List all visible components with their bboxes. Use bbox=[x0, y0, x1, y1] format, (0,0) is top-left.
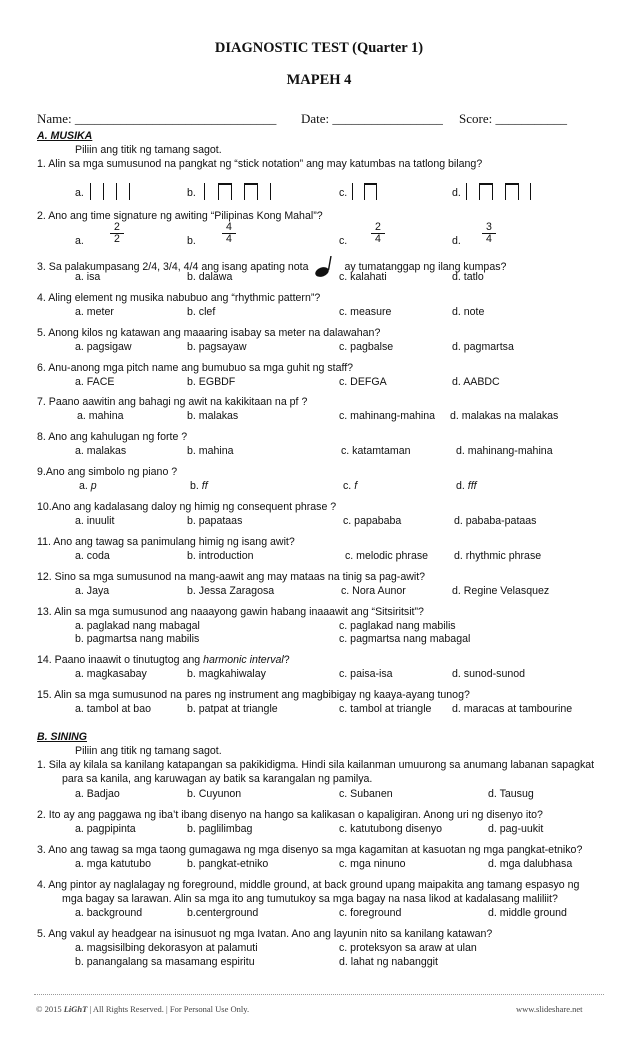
musika-q12-text: 12. Sino sa mga sumusunod na mang-aawit ang may mataas na tinig sa pag-awit? bbox=[37, 571, 426, 583]
sining-q1-option-c: c. Subanen bbox=[339, 788, 393, 800]
sining-q1-text-line2: para sa kanila, ang karuwagan ay batik sa karangalan ng pamilya. bbox=[62, 773, 373, 785]
musika-q3-option-c: c. kalahati bbox=[339, 271, 387, 283]
musika-q6-option-c: c. DEFGA bbox=[339, 376, 387, 388]
musika-q6-option-b: b. EGBDF bbox=[187, 376, 236, 388]
musika-q14-option-d: d. sunod-sunod bbox=[452, 668, 526, 680]
musika-q2-option-d: d. bbox=[452, 235, 461, 247]
section-sining-heading: B. SINING bbox=[37, 731, 88, 743]
score-field: Score: ___________ bbox=[459, 111, 567, 126]
musika-q4-option-d: d. note bbox=[452, 306, 485, 318]
time-signature-a: $\frac{2}{2}$ bbox=[110, 222, 124, 245]
sining-q1-text-line1: 1. Sila ay kilala sa kanilang katapangan sa pakikidigma. Hindi sila kailanman umuurong sa anumang labanan sapagkat bbox=[37, 759, 595, 771]
musika-q14-text: 14. Paano inaawit o tinutugtog ang harmonic interval? bbox=[37, 654, 290, 666]
musika-q4-option-a: a. meter bbox=[75, 306, 114, 318]
sining-q3-option-b: b. pangkat-etniko bbox=[187, 858, 269, 870]
sining-q4-option-d: d. middle ground bbox=[488, 907, 567, 919]
sining-q2-option-b: b. paglilimbag bbox=[187, 823, 253, 835]
musika-q5-option-b: b. pagsayaw bbox=[187, 341, 247, 353]
musika-q15-option-d: d. maracas at tambourine bbox=[452, 703, 573, 715]
sining-q3-text: 3. Ano ang tawag sa mga taong gumagawa ng mga disenyo sa mga kagamitan at kasuotan ng mga pangkat-etniko? bbox=[37, 844, 583, 856]
test-subtitle: MAPEH 4 bbox=[286, 72, 352, 88]
musika-q1-text: 1. Alin sa mga sumusunod na pangkat ng “stick notation” ang may katumbas na tatlong bilang? bbox=[37, 158, 483, 170]
musika-q5-text: 5. Anong kilos ng katawan ang maaaring isabay sa meter na dalawahan? bbox=[37, 327, 381, 339]
sining-q4-text-line2: mga bagay sa larawan. Alin sa mga ito ang tumutukoy sa mga bagay na nasa likod at kadalasang maliliit? bbox=[62, 893, 558, 905]
sining-q2-option-a: a. pagpipinta bbox=[75, 823, 136, 835]
sining-q4-option-b: b.centerground bbox=[187, 907, 259, 919]
musika-q13-option-c: c. paglakad nang mabilis bbox=[339, 620, 456, 632]
musika-q1-option-b: b. bbox=[187, 187, 196, 199]
sining-q4-option-a: a. background bbox=[75, 907, 143, 919]
musika-q11-option-a: a. coda bbox=[75, 550, 110, 562]
musika-q15-option-b: b. patpat at triangle bbox=[187, 703, 278, 715]
sining-q3-option-d: d. mga dalubhasa bbox=[488, 858, 573, 870]
stick-notation-c bbox=[352, 183, 382, 200]
musika-q4-option-b: b. clef bbox=[187, 306, 216, 318]
musika-q13-option-b: b. pagmartsa nang mabilis bbox=[75, 633, 200, 645]
musika-q6-option-d: d. AABDC bbox=[452, 376, 500, 388]
sining-q5-option-a: a. magsisilbing dekorasyon at palamuti bbox=[75, 942, 258, 954]
musika-q12-option-d: d. Regine Velasquez bbox=[452, 585, 550, 597]
musika-q2-option-a: a. bbox=[75, 235, 84, 247]
sining-q5-text: 5. Ang vakul ay headgear na isinusuot ng mga Ivatan. Ano ang layunin nito sa kanilang katawan? bbox=[37, 928, 493, 940]
musika-q1-option-d: d. bbox=[452, 187, 461, 199]
time-signature-d: $\frac{3}{4}$ bbox=[482, 222, 496, 245]
stick-notation-b bbox=[204, 183, 274, 200]
musika-q11-text: 11. Ano ang tawag sa panimulang himig ng isang awit? bbox=[37, 536, 295, 548]
musika-q5-option-d: d. pagmartsa bbox=[452, 341, 514, 353]
musika-q4-option-c: c. measure bbox=[339, 306, 392, 318]
musika-q12-option-b: b. Jessa Zaragosa bbox=[187, 585, 275, 597]
musika-q3-option-d: d. tatlo bbox=[452, 271, 484, 283]
musika-q14-option-a: a. magkasabay bbox=[75, 668, 147, 680]
musika-q11-option-b: b. introduction bbox=[187, 550, 254, 562]
musika-q2-option-b: b. bbox=[187, 235, 196, 247]
sining-q4-option-c: c. foreground bbox=[339, 907, 402, 919]
musika-q3-option-a: a. isa bbox=[75, 271, 101, 283]
stick-notation-d bbox=[466, 183, 532, 200]
musika-q8-option-b: b. mahina bbox=[187, 445, 234, 457]
name-field: Name: _______________________________ bbox=[37, 111, 277, 126]
musika-q3-text: 3. Sa palakumpasang 2/4, 3/4, 4/4 ang isang apating nota ay tumatanggap ng ilang kumpas? bbox=[37, 256, 506, 278]
musika-q7-text: 7. Paano aawitin ang bahagi ng awit na kakikitaan na pf ? bbox=[37, 396, 308, 408]
musika-q10-option-b: b. papataas bbox=[187, 515, 243, 527]
musika-q10-option-c: c. papababa bbox=[343, 515, 402, 527]
musika-q11-option-c: c. melodic phrase bbox=[345, 550, 429, 562]
time-signature-b: $\frac{4}{4}$ bbox=[222, 222, 236, 245]
musika-q9-option-b: b. ff bbox=[190, 480, 208, 492]
musika-q8-option-a: a. malakas bbox=[75, 445, 127, 457]
musika-q12-option-c: c. Nora Aunor bbox=[341, 585, 406, 597]
musika-q12-option-a: a. Jaya bbox=[75, 585, 110, 597]
musika-q8-option-d: d. mahinang-mahina bbox=[456, 445, 553, 457]
musika-q13-option-d: c. pagmartsa nang mabagal bbox=[339, 633, 471, 645]
musika-q2-option-c: c. bbox=[339, 235, 348, 247]
musika-q6-text: 6. Anu-anong mga pitch name ang bumubuo sa mga guhit ng staff? bbox=[37, 362, 354, 374]
sining-q4-text-line1: 4. Ang pintor ay naglalagay ng foreground, middle ground, at back ground upang maipakita ang tamang espasyo ng bbox=[37, 879, 580, 891]
stick-notation-a bbox=[90, 183, 138, 200]
test-title: DIAGNOSTIC TEST (Quarter 1) bbox=[214, 40, 424, 56]
musika-q7-option-b: b. malakas bbox=[187, 410, 239, 422]
footer-copyright: © 2015 LiGhT | All Rights Reserved. | For Personal Use Only. bbox=[36, 1004, 250, 1014]
musika-q4-text: 4. Aling element ng musika nabubuo ang “rhythmic pattern”? bbox=[37, 292, 321, 304]
musika-q14-option-b: b. magkahiwalay bbox=[187, 668, 266, 680]
musika-q2-text: 2. Ano ang time signature ng awiting “Pilipinas Kong Mahal”? bbox=[37, 210, 323, 222]
musika-instruction: Piliin ang titik ng tamang sagot. bbox=[75, 144, 222, 156]
musika-q1-option-a: a. bbox=[75, 187, 84, 199]
musika-q9-option-d: d. fff bbox=[456, 480, 477, 492]
musika-q6-option-a: a. FACE bbox=[75, 376, 115, 388]
sining-q5-option-d: d. lahat ng nabanggit bbox=[339, 956, 438, 968]
sining-q1-option-d: d. Tausug bbox=[488, 788, 534, 800]
musika-q15-option-a: a. tambol at bao bbox=[75, 703, 151, 715]
musika-q9-option-a: a. p bbox=[79, 480, 97, 492]
musika-q1-option-c: c. bbox=[339, 187, 348, 199]
musika-q13-text: 13. Alin sa mga sumusunod ang naaayong gawin habang inaaawit ang “Sitsiritsit”? bbox=[37, 606, 424, 618]
musika-q15-option-c: c. tambol at triangle bbox=[339, 703, 432, 715]
sining-q2-option-d: d. pag-uukit bbox=[488, 823, 544, 835]
sining-q5-option-c: c. proteksyon sa araw at ulan bbox=[339, 942, 477, 954]
musika-q14-option-c: c. paisa-isa bbox=[339, 668, 393, 680]
sining-q2-text: 2. Ito ay ang paggawa ng iba’t ibang disenyo na hango sa kalikasan o kapaligiran. Anong uri ng disenyo ito? bbox=[37, 809, 543, 821]
sining-q2-option-c: c. katutubong disenyo bbox=[339, 823, 443, 835]
footer-divider bbox=[34, 994, 604, 995]
sining-instruction: Piliin ang titik ng tamang sagot. bbox=[75, 745, 222, 757]
time-signature-c: $\frac{2}{4}$ bbox=[371, 222, 385, 245]
copyright-icon: © bbox=[36, 1004, 43, 1014]
sining-q3-option-a: a. mga katutubo bbox=[75, 858, 151, 870]
musika-q7-option-a: a. mahina bbox=[77, 410, 124, 422]
musika-q3-option-b: b. dalawa bbox=[187, 271, 233, 283]
musika-q13-option-a: a. paglakad nang mabagal bbox=[75, 620, 200, 632]
musika-q10-option-d: d. pababa-pataas bbox=[454, 515, 537, 527]
musika-q5-option-c: c. pagbalse bbox=[339, 341, 394, 353]
musika-q8-text: 8. Ano ang kahulugan ng forte ? bbox=[37, 431, 188, 443]
musika-q8-option-c: c. katamtaman bbox=[341, 445, 411, 457]
footer-site-link[interactable]: www.slideshare.net bbox=[516, 1004, 583, 1014]
musika-q10-text: 10.Ano ang kadalasang daloy ng himig ng consequent phrase ? bbox=[37, 501, 337, 513]
sining-q5-option-b: b. panangalang sa masamang espiritu bbox=[75, 956, 255, 968]
musika-q5-option-a: a. pagsigaw bbox=[75, 341, 132, 353]
musika-q7-option-c: c. mahinang-mahina bbox=[339, 410, 435, 422]
musika-q9-option-c: c. f bbox=[343, 480, 358, 492]
sining-q1-option-a: a. Badjao bbox=[75, 788, 120, 800]
musika-q10-option-a: a. inuulit bbox=[75, 515, 115, 527]
musika-q15-text: 15. Alin sa mga sumusunod na pares ng instrument ang magbibigay ng kaaya-ayang tunog? bbox=[37, 689, 470, 701]
quarter-note-icon bbox=[313, 256, 339, 278]
date-field: Date: _________________ bbox=[301, 111, 443, 126]
sining-q3-option-c: c. mga ninuno bbox=[339, 858, 406, 870]
section-musika-heading: A. MUSIKA bbox=[37, 130, 93, 142]
musika-q7-option-d: d. malakas na malakas bbox=[450, 410, 559, 422]
sining-q1-option-b: b. Cuyunon bbox=[187, 788, 242, 800]
musika-q9-text: 9.Ano ang simbolo ng piano ? bbox=[37, 466, 178, 478]
musika-q11-option-d: d. rhythmic phrase bbox=[454, 550, 542, 562]
